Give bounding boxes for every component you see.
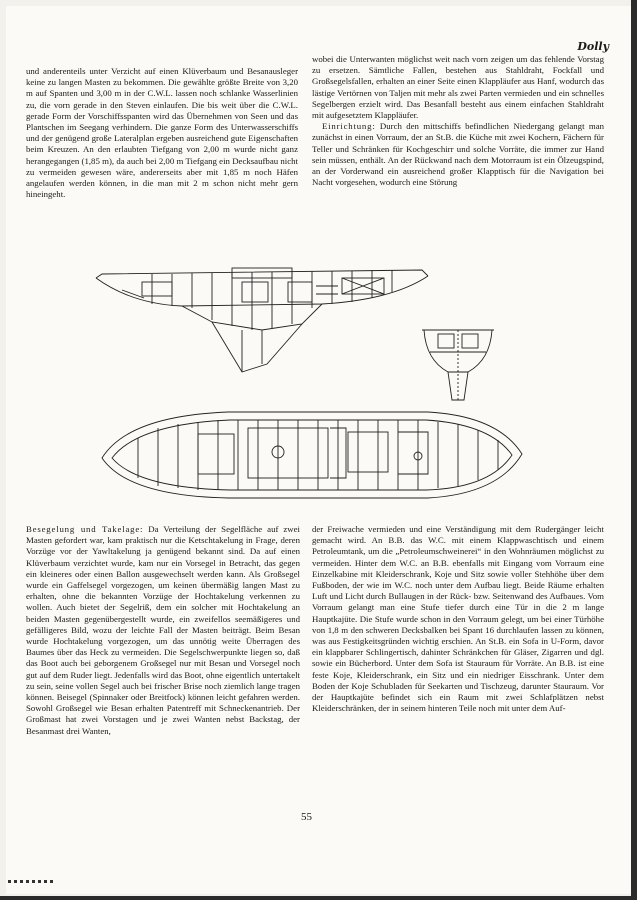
- page-number: 55: [301, 811, 312, 823]
- paragraph-text: Durch den mittschiffs befindlichen Niedergang gelangt man zunächst in einen Vorraum, der an St.B. die Küche mit zwei Kochern, Fächern für Teller und Schränken für Kochgeschirr und solche Vorräte, die immer zur Hand sein müssen, enthält. An der Rückwand nach dem Motorraum ist ein Ölzeugspind, an der Vorderwand ein ausreichend großer Klapptisch für die Navigation bei Nacht vorgesehen, wodurch eine Störung: [312, 121, 604, 188]
- paragraph: der Freiwache vermieden und eine Verständigung mit dem Rudergänger leicht gemacht wird. An B.B. das W.C. mit einem Klappwaschtisch und einem Petroleumtank, um die „Petroleumschweinerei“ in den Wohnräumen möglichst zu vermeiden. Hinter dem W.C. an B.B. ebenfalls mit Eingang vom Vorraum eine Einzelkabine mit Kleiderschrank, Koje und Sitz sowie voller Stehhöhe über dem Fußboden, der wie im W.C. noch unter dem Aufbau liegt. Beide Räume erhalten Luft und Licht durch Bullaugen in der Rück- bzw. Seitenwand des Aufbaues. Vom Vorraum gelangt man eine Stufe tiefer durch eine Tür in die 2 m lange Hauptkajüte. Die Stufe wurde schon in den Vorraum gelegt, um bei einer Türhöhe von 1,8 m den schweren Decksbalken bei Spant 16 durchlaufen lassen zu können, was aus Festigkeitsgründen wichtig erschien. An St.B. ein Sofa in U-Form, davor ein klappbarer Schlingertisch, dahinter Schränkchen für Gläser, Zigarren und dgl. sowie ein Bücherbord. Unter dem Sofa ist Stauraum für Vorräte. An B.B. ist eine feste Koje, Kleiderschrank, ein Sitz und ein niedriger Eisschrank. Unter dem Boden der Koje Schubladen für Seekarten und Tischzeug, darunter Stauraum. Vor der Hauptkajüte befindet sich ein Raum mit zwei Schlafplätzen nebst Kleiderschränken, der in seinem hinteren Teile noch mit unter dem Auf-: [312, 524, 604, 714]
- paragraph-einrichtung: [312, 121, 604, 188]
- page: [6, 6, 631, 894]
- text-column-3: [26, 524, 300, 737]
- paragraph-besegelung: [26, 524, 300, 737]
- yacht-plan-drawing: [98, 398, 526, 510]
- scan-edge-right: [631, 0, 637, 900]
- midship-section-drawing: [418, 324, 498, 404]
- running-head: Dolly: [577, 40, 609, 53]
- section-heading-besegelung: Besegelung und Takelage:: [26, 524, 144, 534]
- text-column-1: [26, 66, 298, 200]
- section-heading-einrichtung: Einrichtung:: [322, 121, 376, 132]
- paragraph-text: Da Verteilung der Segelfläche auf zwei Masten gefordert war, kam praktisch nur die Ketschtakelung in Frage, deren Vorzüge vor der Yawltakelung ja genügend bekannt sind. Da auf einen Klüverbaum verzichtet wurde, kam nur ein Vorsegel in Betracht, das gegen ein kleineres oder einen Ballon ausgewechselt werden kann. Als Großsegel wurde ein Gaffelsegel vorgezogen, um keinen übermäßig langen Mast zu erhalten, ohne die bekannten Vorzüge der Hochtakelung verkennen zu wollen. Auch bietet der Segelriß, dem ein solcher mit Hochtakelung an beiden Masten gegenübergestellt wurde, ein zweifellos seemäßigeres und gefälligeres Bild, wozu der leichte Fall der Masten beiträgt. Beim Besan wurde Hochtakelung vorgezogen, um das unnötig weite Überragen des Baumes über das Heck zu vermeiden. Die Segelschwerpunkte liegen so, daß das Boot auch bei geborgenem Großsegel nur mit Besan und Vorsegel noch gut auf dem Ruder liegt. Jedenfalls wird das Boot, ohne eigentlich untertakelt zu sein, seine vollen Segel auch bei frischer Brise noch ziemlich lange tragen können. Beisegel (Spinnaker oder Breitfock) können leicht gefahren werden. Sowohl Großsegel wie Besan erhalten Patentreff mit Schneckenantrieb. Der Großmast hat zwei Vorstagen und je zwei Wanten nebst Backstag, der Besanmast drei Wanten,: [26, 524, 300, 736]
- text-column-2: [312, 54, 604, 188]
- text-column-4: [312, 524, 604, 714]
- scan-marks: [8, 876, 633, 886]
- paragraph: wobei die Unterwanten möglichst weit nach vorn zeigen um das fehlende Vorstag zu ersetzen. Sämtliche Fallen, bestehen aus Stahldraht, Fockfall und Großsegelsfallen, erhalten an einer Seite einen Klappläufer aus Hanf, wodurch das lästige Vertörnen von Taljen mit mehr als zwei Parten vermieden und ein schnelles Segelbergen erzielt wird. Das Besanfall besteht aus einem einfachen Stahldraht mit aufgesetztem Klappläufer.: [312, 54, 604, 121]
- paragraph: und anderenteils unter Verzicht auf einen Klüverbaum und Besanausleger keine zu langen Masten zu bekommen. Die gewählte größte Breite von 3,20 m auf Spanten und 3,00 m in der C.W.L. lassen noch schlanke Wasserlinien zu, die vorn gerade in den Steven einlaufen. Die bis weit über die C.W.L. gerade Form der Vorschiffsspanten wird das Übernehmen von Seen und das Plantschen im Seegang verhindern. Die ganze Form des Unterwasserschiffs und der genügend große Lateralplan ergeben ausreichend gute Eigenschaften beim Kreuzen. An den erlaubten Tiefgang von 2,00 m wurde nicht ganz herangegangen (1,85 m), da auch bei 2,00 m Tiefgang ein Decksaufbau nicht zu vermeiden gewesen wäre, andererseits aber mit 1,85 m noch Häfen angelaufen werden können, in die man mit 2 m schon nicht mehr gern hineingeht.: [26, 66, 298, 200]
- scan-edge-bottom: [0, 896, 637, 900]
- yacht-profile-drawing: [92, 264, 432, 376]
